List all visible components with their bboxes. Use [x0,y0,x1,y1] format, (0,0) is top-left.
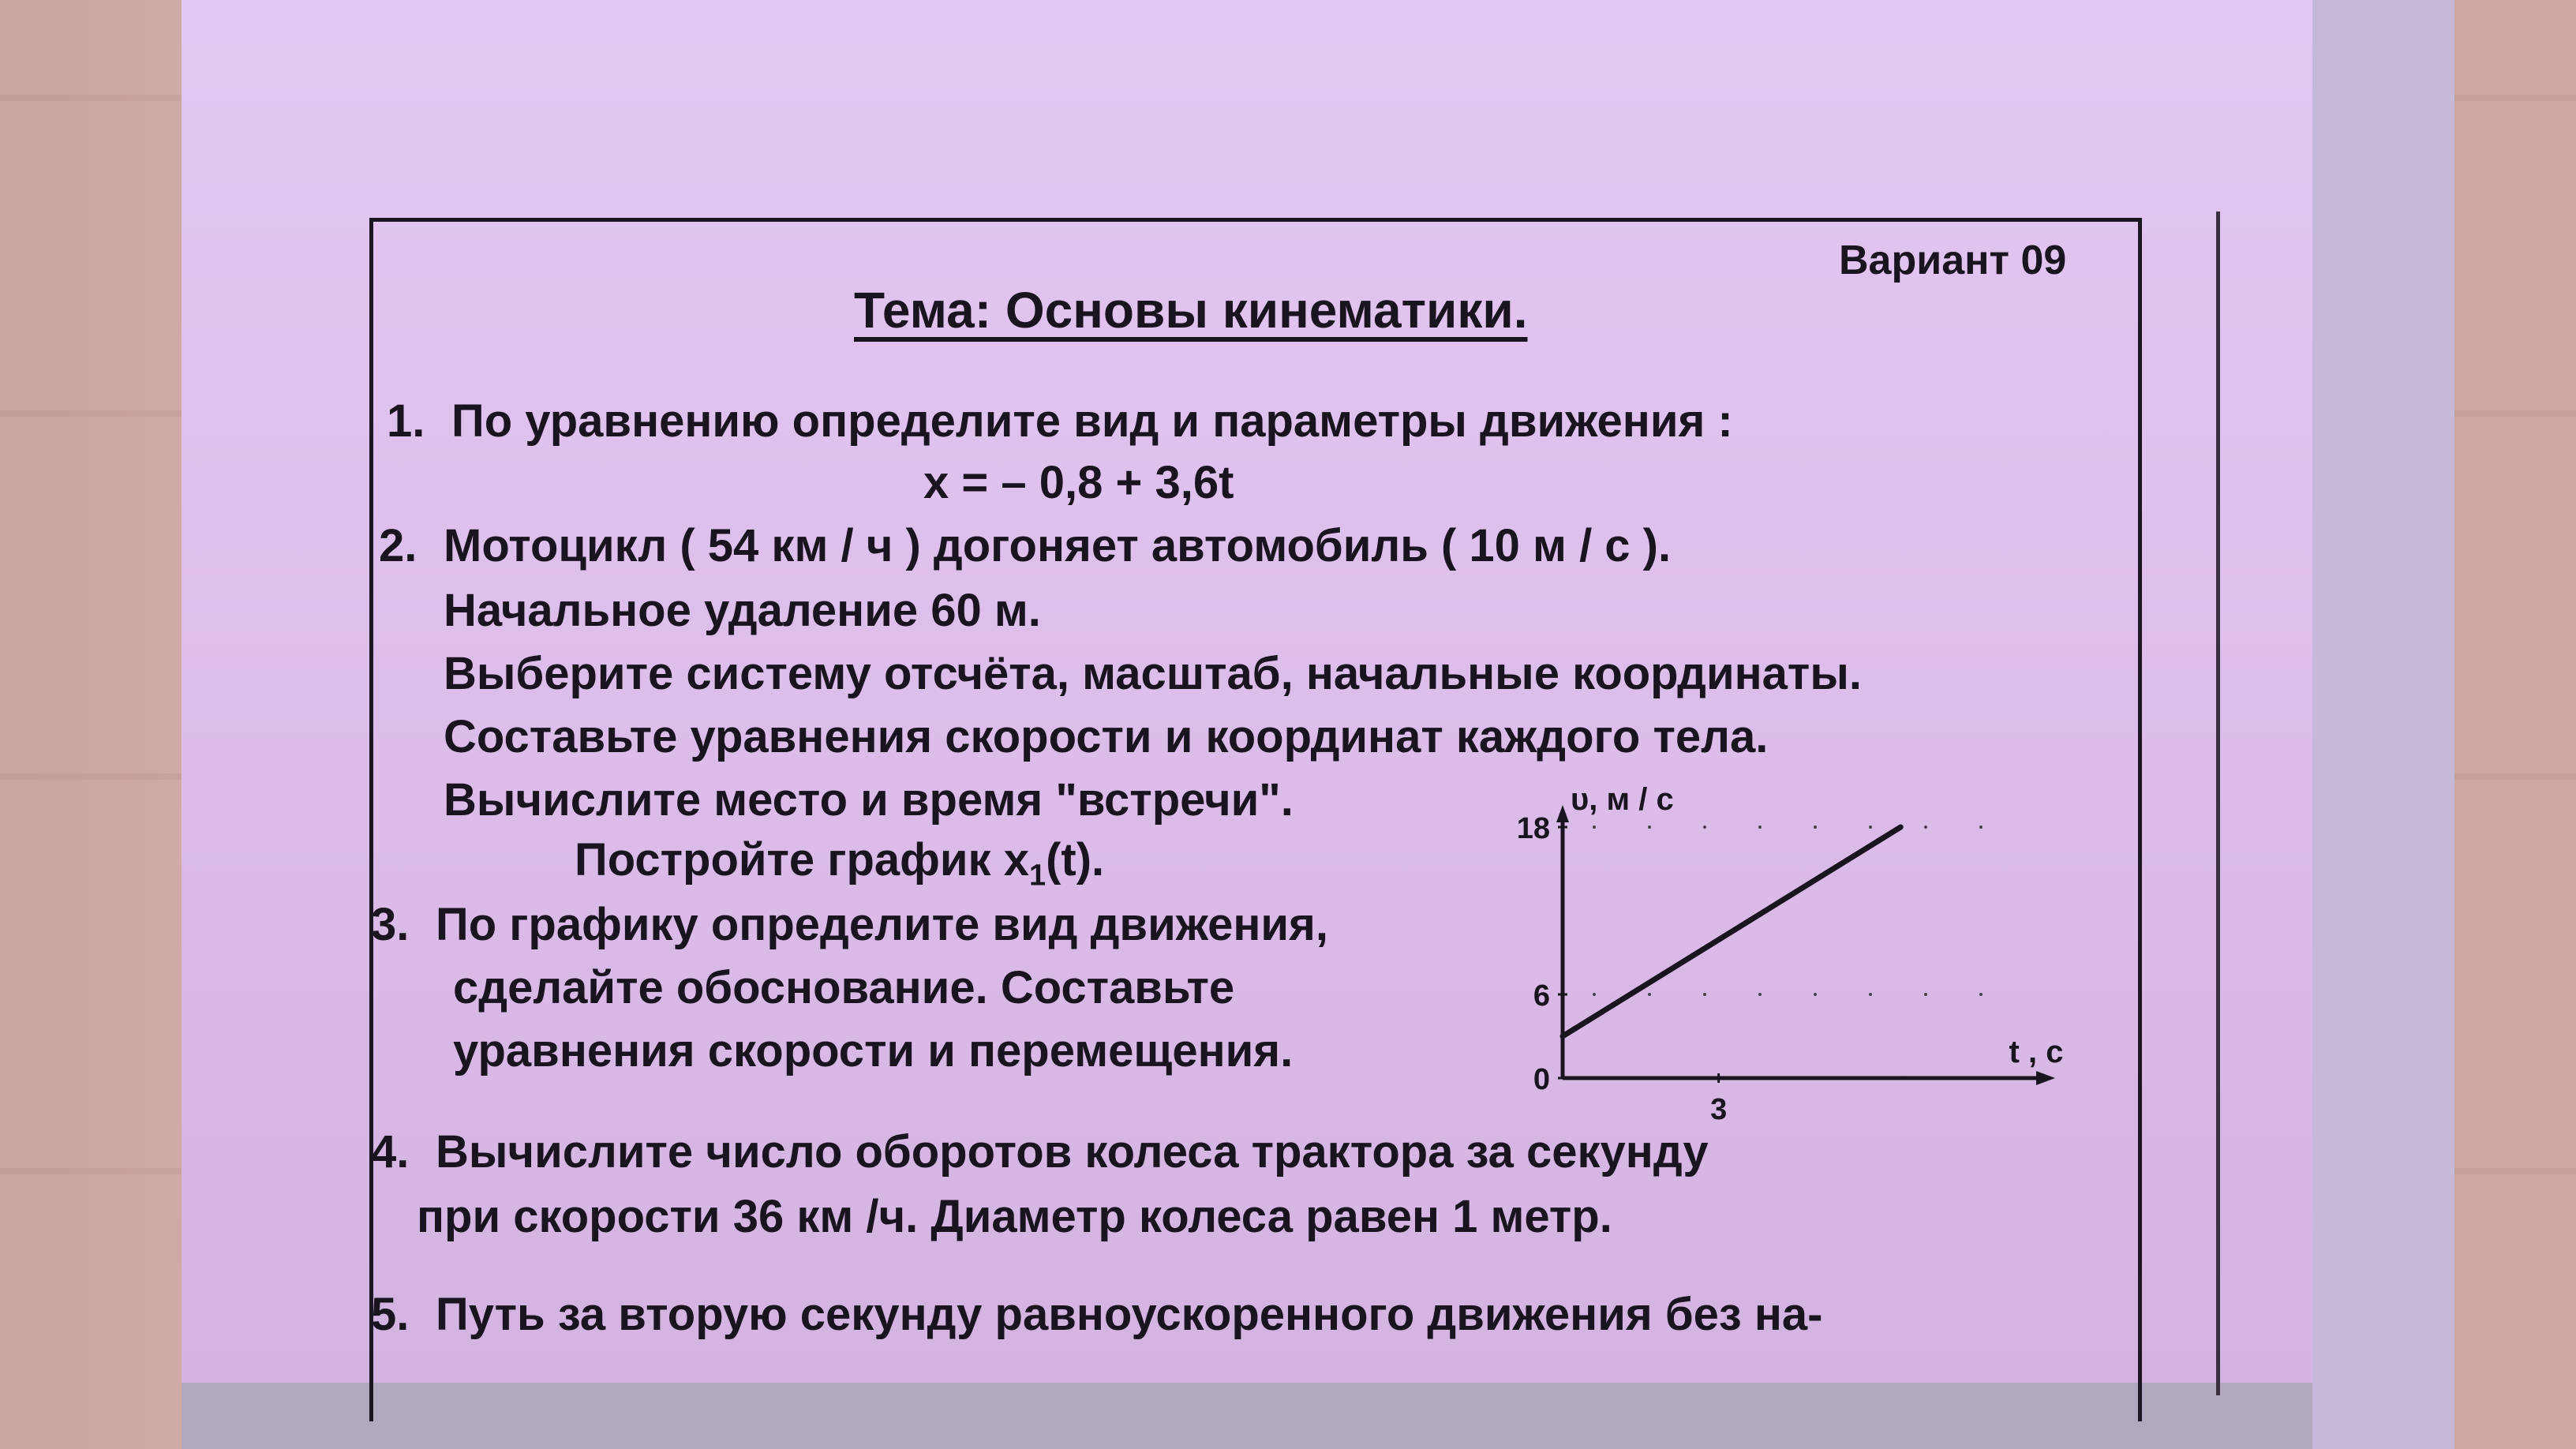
task-1-line-1: По уравнению определите вид и параметры движения : [451,395,1733,447]
grid-dot [1593,993,1596,996]
grid-dot [1814,993,1817,996]
task-5-number: 5. [371,1289,410,1340]
grid-dot [1703,993,1706,996]
frame-edge-line [2216,212,2220,1395]
grid-dot [1593,826,1596,829]
grid-dot [1814,826,1817,829]
task-2-line-2: Начальное удаление 60 м. [444,585,1041,636]
task-2-line-6 [575,833,1104,893]
task-4-line-2: при скорости 36 км /ч. Диаметр колеса равен 1 метр. [417,1191,1612,1242]
y-axis-label: υ, м / с [1571,782,1674,817]
grid-dot [1869,826,1872,829]
y-tick-label: 18 [1516,812,1550,845]
grid-dot [1979,826,1983,829]
task-3-line-1: По графику определите вид движения, [436,899,1328,950]
grid-dot [1758,826,1762,829]
task-1-equation: x = – 0,8 + 3,6t [923,457,1234,508]
task-5-line-1: Путь за вторую секунду равноускоренного движения без на- [436,1289,1823,1340]
task-4-line-1: Вычислите число оборотов колеса трактора за секунду [436,1126,1709,1178]
topic-title: Тема: Основы кинематики. [854,282,1528,339]
x-axis-arrow [2036,1071,2055,1085]
task-1-number: 1. [387,395,425,447]
task-3-line-3: уравнения скорости и перемещения. [453,1025,1294,1076]
task-4-number: 4. [371,1126,410,1178]
grid-dot [1924,993,1927,996]
task-2-number: 2. [379,520,417,571]
velocity-time-chart [1484,773,2147,1136]
x-tick-label: 3 [1710,1093,1728,1126]
grid-dot [1703,826,1706,829]
velocity-line [1563,827,1900,1036]
grid-dot [1648,993,1651,996]
task-2-line-4: Составьте уравнения скорости и координат каждого тела. [444,711,1769,762]
grid-dot [1979,993,1983,996]
y-axis-arrow [1556,805,1569,822]
grid-dot [1869,993,1872,996]
variant-label: Вариант 09 [1839,238,2067,283]
task-2-graph-text: Постройте график x [575,834,1029,886]
y-tick-label: 6 [1533,979,1550,1013]
x-axis-label: t , c [2009,1035,2064,1069]
task-2-line-3: Выберите систему отсчёта, масштаб, начальные координаты. [444,648,1862,699]
task-2-graph-arg: (t). [1046,834,1105,886]
y-tick-label: 0 [1533,1063,1550,1096]
task-3-number: 3. [371,899,410,950]
task-2-line-1: Мотоцикл ( 54 км / ч ) догоняет автомобиль ( 10 м / с ). [444,520,1672,571]
grid-dot [1648,826,1651,829]
grid-dot [1758,993,1762,996]
task-2-graph-subscript: 1 [1028,859,1046,893]
grid-dot [1924,826,1927,829]
task-3-line-2: сделайте обоснование. Составьте [453,962,1235,1013]
task-2-line-5: Вычислите место и время "встречи". [444,774,1294,826]
